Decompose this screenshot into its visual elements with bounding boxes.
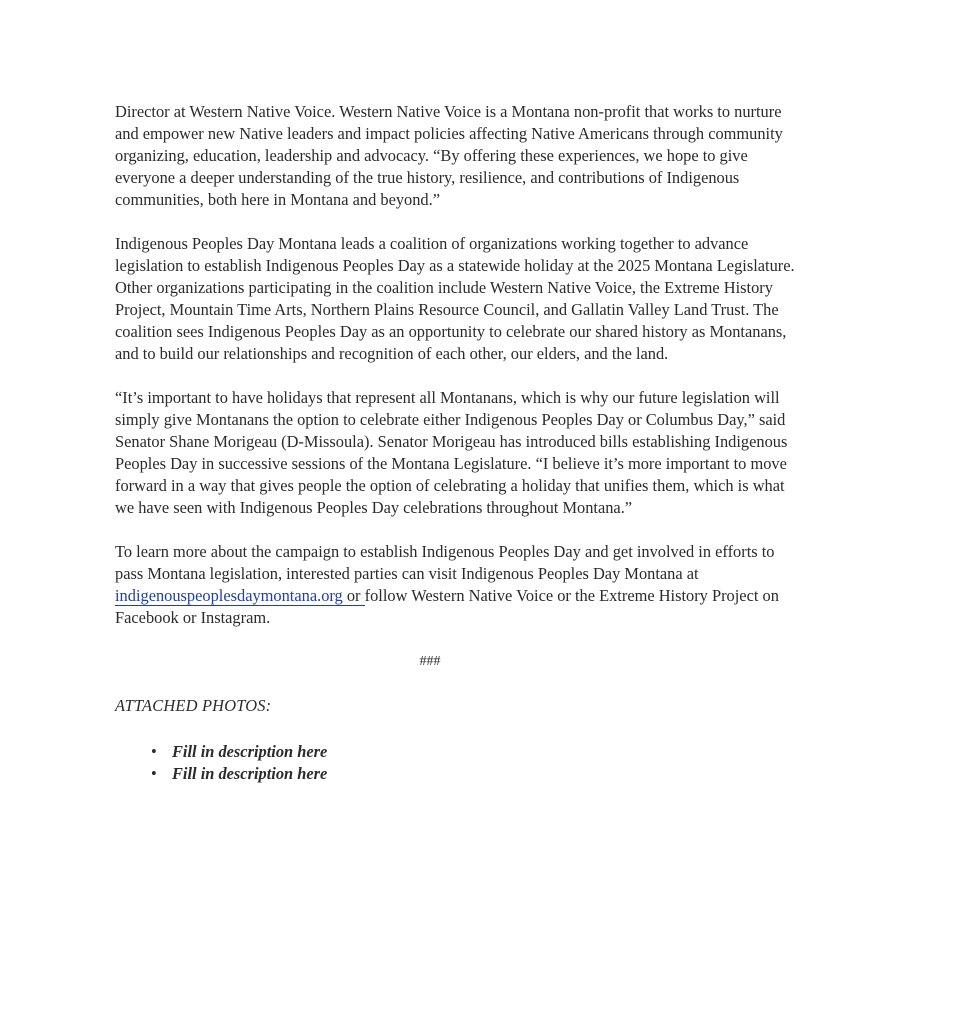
paragraph-senator-quote: “It’s important to have holidays that represent all Montanans, which is why our future legislation will simply give Montanans the option to celebrate either Indigenous Peoples Day or Columbus Day,” said Senator Shane Morigeau (D-Missoula). Senator Morigeau has introduced bills establishing Indigenous Peoples Day in successive sessions of the Montana Legislature. “I believe it’s more important to move forward in a way that gives people the option of celebrating a holiday that unifies them, which is what we have seen with Indigenous Peoples Day celebrations throughout Montana.” bbox=[115, 388, 788, 517]
list-item bbox=[151, 763, 795, 785]
section-separator: ### bbox=[419, 654, 441, 669]
website-link[interactable]: indigenouspeoplesdaymontana.org bbox=[115, 586, 343, 605]
list-item bbox=[151, 741, 795, 763]
bullet-icon: • bbox=[151, 764, 157, 783]
paragraph-coalition: Indigenous Peoples Day Montana leads a coalition of organizations working together to advance legislation to establish Indigenous Peoples Day as a statewide holiday at the 2025 Montana Legislature. Other organizations participating in the coalition include Western Native Voice, the Extreme History Project, Mountain Time Arts, Northern Plains Resource Council, and Gallatin Valley Land Trust. The coalition sees Indigenous Peoples Day as an opportunity to celebrate our shared history as Montanans, and to build our relationships and recognition of each other, our elders, and the land. bbox=[115, 234, 795, 363]
photo-description: Fill in description here bbox=[172, 742, 328, 761]
paragraph-western-native-voice: Director at Western Native Voice. Western Native Voice is a Montana non-profit that works to nurture and empower new Native leaders and impact policies affecting Native Americans through community organizing, education, leadership and advocacy. “By offering these experiences, we hope to give everyone a deeper understanding of the true history, resilience, and contributions of Indigenous communities, both here in Montana and beyond.” bbox=[115, 102, 783, 209]
learn-more-text: To learn more about the campaign to establish Indigenous Peoples Day and get involved in efforts to pass Montana legislation, interested parties can visit Indigenous Peoples Day Montana at bbox=[115, 542, 775, 583]
paragraph-learn-more bbox=[115, 541, 795, 629]
photo-description-list bbox=[115, 741, 795, 785]
link-tail-text: or bbox=[342, 586, 365, 605]
bullet-icon: • bbox=[151, 742, 157, 761]
learn-more-tail-text: follow Western Native Voice or the Extreme History Project on Facebook or Instagram. bbox=[115, 586, 779, 627]
attached-photos-heading: ATTACHED PHOTOS: bbox=[115, 696, 272, 715]
photo-description: Fill in description here bbox=[172, 764, 328, 783]
document-page bbox=[115, 101, 795, 785]
